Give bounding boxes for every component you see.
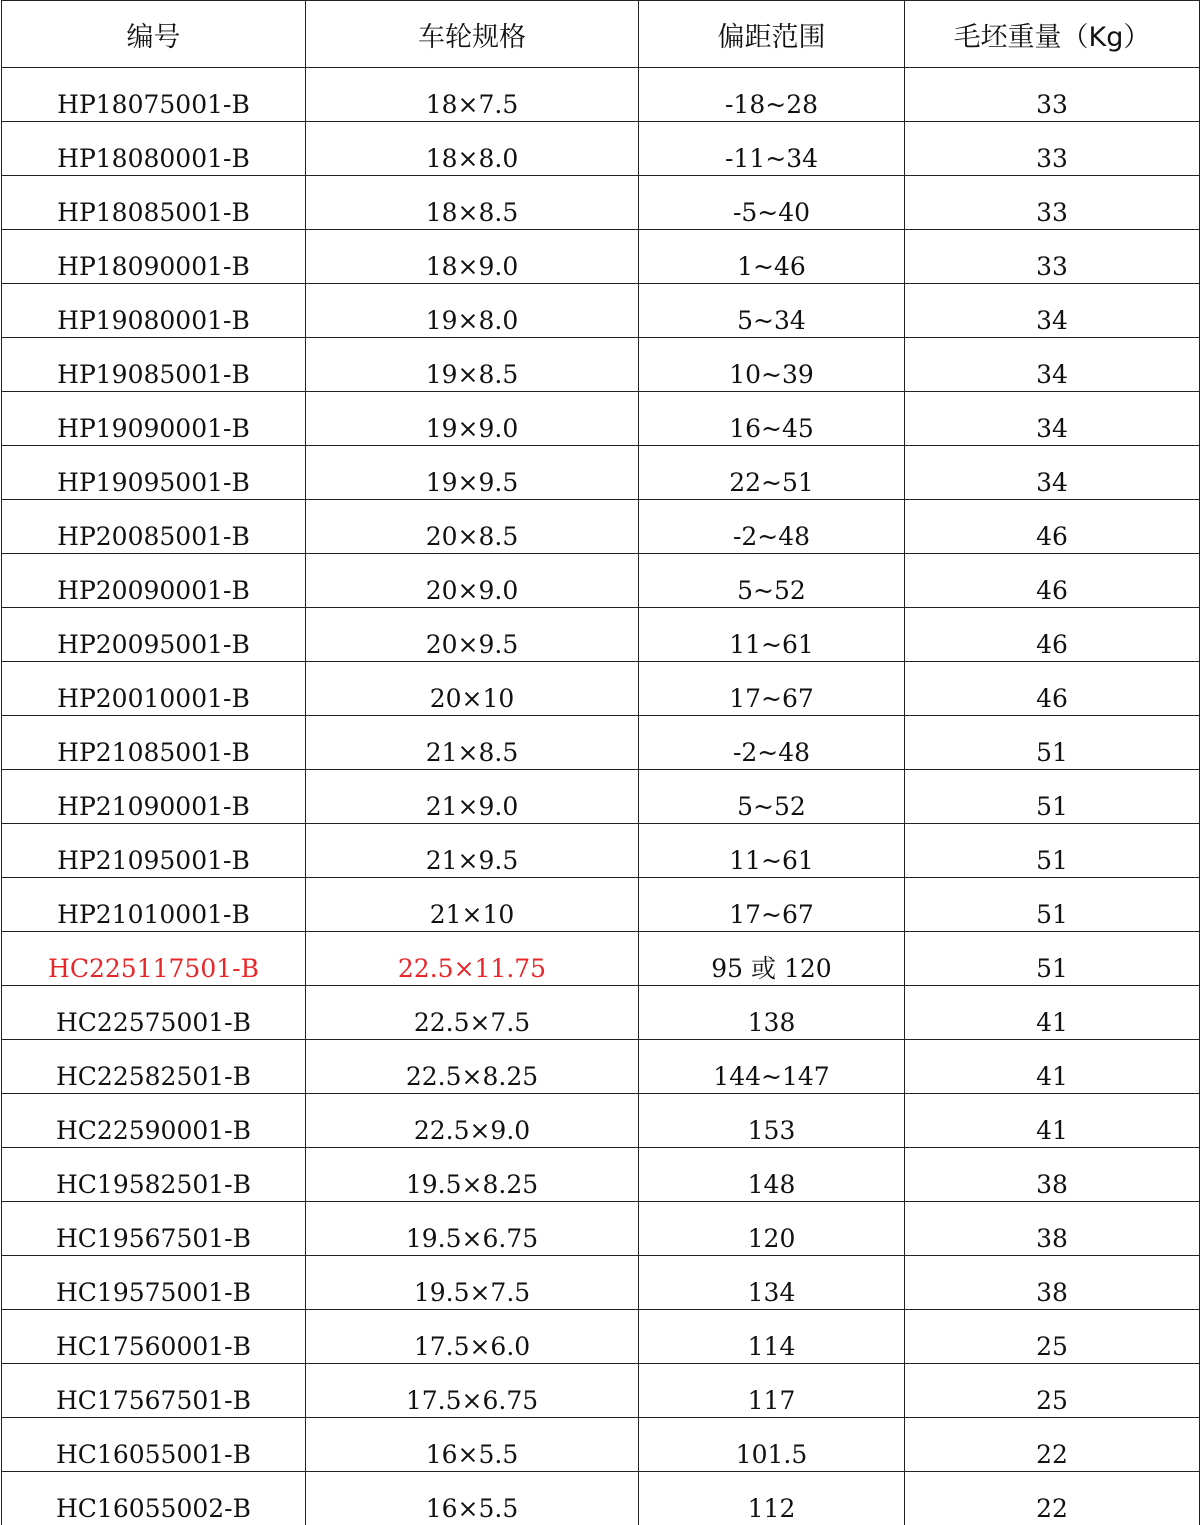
cell-offset-range: -2~48 [639, 716, 905, 770]
wheel-spec-table [1, 0, 1200, 1525]
cell-code: HP19090001-B [2, 392, 306, 446]
cell-wheel-spec: 22.5×7.5 [306, 986, 639, 1040]
cell-code: HP20010001-B [2, 662, 306, 716]
cell-offset-range: -5~40 [639, 176, 905, 230]
table-row [2, 446, 1200, 500]
cell-wheel-spec: 20×8.5 [306, 500, 639, 554]
cell-offset-range: -18~28 [639, 68, 905, 122]
cell-offset-range: 114 [639, 1310, 905, 1364]
cell-blank-weight: 33 [905, 176, 1200, 230]
table-row [2, 338, 1200, 392]
table-row [2, 1364, 1200, 1418]
cell-blank-weight: 25 [905, 1364, 1200, 1418]
cell-code: HC19567501-B [2, 1202, 306, 1256]
table-row [2, 554, 1200, 608]
table-row [2, 122, 1200, 176]
cell-offset-range: 148 [639, 1148, 905, 1202]
table-row [2, 662, 1200, 716]
table-row [2, 608, 1200, 662]
cell-wheel-spec: 21×10 [306, 878, 639, 932]
table-row [2, 824, 1200, 878]
cell-blank-weight: 41 [905, 1094, 1200, 1148]
cell-wheel-spec: 18×8.5 [306, 176, 639, 230]
cell-code: HP18090001-B [2, 230, 306, 284]
header-code: 编号 [2, 1, 306, 68]
cell-offset-range: 17~67 [639, 662, 905, 716]
cell-offset-range: 1~46 [639, 230, 905, 284]
cell-wheel-spec: 21×9.5 [306, 824, 639, 878]
cell-blank-weight: 25 [905, 1310, 1200, 1364]
cell-wheel-spec: 19×9.5 [306, 446, 639, 500]
cell-offset-range: 138 [639, 986, 905, 1040]
cell-offset-range: 144~147 [639, 1040, 905, 1094]
cell-wheel-spec: 21×8.5 [306, 716, 639, 770]
header-row [2, 1, 1200, 68]
cell-wheel-spec: 20×9.0 [306, 554, 639, 608]
table-row [2, 1094, 1200, 1148]
cell-wheel-spec: 17.5×6.0 [306, 1310, 639, 1364]
cell-offset-range: 5~34 [639, 284, 905, 338]
cell-wheel-spec: 22.5×9.0 [306, 1094, 639, 1148]
header-blank-weight: 毛坯重量（Kg） [905, 1, 1200, 68]
cell-wheel-spec: 19.5×8.25 [306, 1148, 639, 1202]
cell-wheel-spec: 22.5×11.75 [306, 932, 639, 986]
cell-code: HP21085001-B [2, 716, 306, 770]
cell-blank-weight: 33 [905, 230, 1200, 284]
table-row [2, 1040, 1200, 1094]
cell-code: HP19095001-B [2, 446, 306, 500]
cell-code: HP20090001-B [2, 554, 306, 608]
cell-blank-weight: 46 [905, 662, 1200, 716]
cell-wheel-spec: 20×10 [306, 662, 639, 716]
cell-blank-weight: 34 [905, 284, 1200, 338]
cell-offset-range: 101.5 [639, 1418, 905, 1472]
cell-wheel-spec: 18×9.0 [306, 230, 639, 284]
cell-code: HP19085001-B [2, 338, 306, 392]
cell-offset-range: 153 [639, 1094, 905, 1148]
cell-blank-weight: 46 [905, 500, 1200, 554]
cell-wheel-spec: 18×8.0 [306, 122, 639, 176]
table-row [2, 878, 1200, 932]
cell-code: HP18075001-B [2, 68, 306, 122]
cell-code: HC17567501-B [2, 1364, 306, 1418]
table-row [2, 1202, 1200, 1256]
cell-offset-range: 22~51 [639, 446, 905, 500]
cell-blank-weight: 41 [905, 986, 1200, 1040]
cell-blank-weight: 51 [905, 770, 1200, 824]
cell-offset-range: 5~52 [639, 770, 905, 824]
cell-blank-weight: 51 [905, 878, 1200, 932]
cell-code: HC22582501-B [2, 1040, 306, 1094]
cell-wheel-spec: 19×9.0 [306, 392, 639, 446]
cell-blank-weight: 51 [905, 716, 1200, 770]
table-row [2, 932, 1200, 986]
cell-offset-range: -2~48 [639, 500, 905, 554]
cell-offset-range: -11~34 [639, 122, 905, 176]
table-row [2, 230, 1200, 284]
cell-offset-range: 11~61 [639, 608, 905, 662]
cell-code: HP21090001-B [2, 770, 306, 824]
table-header [2, 1, 1200, 68]
cell-code: HC22575001-B [2, 986, 306, 1040]
cell-offset-range: 117 [639, 1364, 905, 1418]
header-wheel-spec: 车轮规格 [306, 1, 639, 68]
table-row [2, 1256, 1200, 1310]
cell-wheel-spec: 19×8.0 [306, 284, 639, 338]
table-row [2, 392, 1200, 446]
table-row [2, 284, 1200, 338]
cell-code: HC17560001-B [2, 1310, 306, 1364]
table-row [2, 500, 1200, 554]
cell-wheel-spec: 19.5×7.5 [306, 1256, 639, 1310]
cell-offset-range: 112 [639, 1472, 905, 1525]
cell-wheel-spec: 20×9.5 [306, 608, 639, 662]
cell-wheel-spec: 18×7.5 [306, 68, 639, 122]
table-row [2, 68, 1200, 122]
cell-blank-weight: 41 [905, 1040, 1200, 1094]
table-row [2, 1472, 1200, 1525]
cell-code: HC19575001-B [2, 1256, 306, 1310]
cell-blank-weight: 33 [905, 122, 1200, 176]
cell-code: HC16055001-B [2, 1418, 306, 1472]
cell-code: HP21095001-B [2, 824, 306, 878]
cell-code: HP20085001-B [2, 500, 306, 554]
cell-wheel-spec: 19.5×6.75 [306, 1202, 639, 1256]
cell-code: HC22590001-B [2, 1094, 306, 1148]
cell-offset-range: 17~67 [639, 878, 905, 932]
cell-blank-weight: 34 [905, 446, 1200, 500]
cell-code: HP19080001-B [2, 284, 306, 338]
cell-wheel-spec: 16×5.5 [306, 1418, 639, 1472]
cell-wheel-spec: 22.5×8.25 [306, 1040, 639, 1094]
table-body [2, 68, 1200, 1525]
table-row [2, 1418, 1200, 1472]
table-row [2, 986, 1200, 1040]
cell-wheel-spec: 19×8.5 [306, 338, 639, 392]
cell-blank-weight: 34 [905, 392, 1200, 446]
table-row [2, 1310, 1200, 1364]
cell-offset-range: 134 [639, 1256, 905, 1310]
cell-blank-weight: 38 [905, 1202, 1200, 1256]
cell-code: HP20095001-B [2, 608, 306, 662]
cell-blank-weight: 33 [905, 68, 1200, 122]
table-row [2, 716, 1200, 770]
cell-blank-weight: 46 [905, 608, 1200, 662]
cell-blank-weight: 38 [905, 1148, 1200, 1202]
cell-blank-weight: 51 [905, 824, 1200, 878]
table-row [2, 176, 1200, 230]
cell-offset-range: 95 或 120 [639, 932, 905, 986]
cell-wheel-spec: 17.5×6.75 [306, 1364, 639, 1418]
cell-offset-range: 16~45 [639, 392, 905, 446]
cell-blank-weight: 38 [905, 1256, 1200, 1310]
cell-blank-weight: 34 [905, 338, 1200, 392]
cell-code: HP21010001-B [2, 878, 306, 932]
cell-wheel-spec: 21×9.0 [306, 770, 639, 824]
cell-code: HP18085001-B [2, 176, 306, 230]
cell-blank-weight: 46 [905, 554, 1200, 608]
cell-blank-weight: 51 [905, 932, 1200, 986]
cell-blank-weight: 22 [905, 1418, 1200, 1472]
cell-code: HC19582501-B [2, 1148, 306, 1202]
cell-wheel-spec: 16×5.5 [306, 1472, 639, 1525]
table-row [2, 1148, 1200, 1202]
table-row [2, 770, 1200, 824]
cell-code: HP18080001-B [2, 122, 306, 176]
cell-offset-range: 11~61 [639, 824, 905, 878]
cell-blank-weight: 22 [905, 1472, 1200, 1525]
cell-offset-range: 120 [639, 1202, 905, 1256]
cell-offset-range: 5~52 [639, 554, 905, 608]
cell-code: HC16055002-B [2, 1472, 306, 1525]
cell-code: HC225117501-B [2, 932, 306, 986]
cell-offset-range: 10~39 [639, 338, 905, 392]
header-offset-range: 偏距范围 [639, 1, 905, 68]
